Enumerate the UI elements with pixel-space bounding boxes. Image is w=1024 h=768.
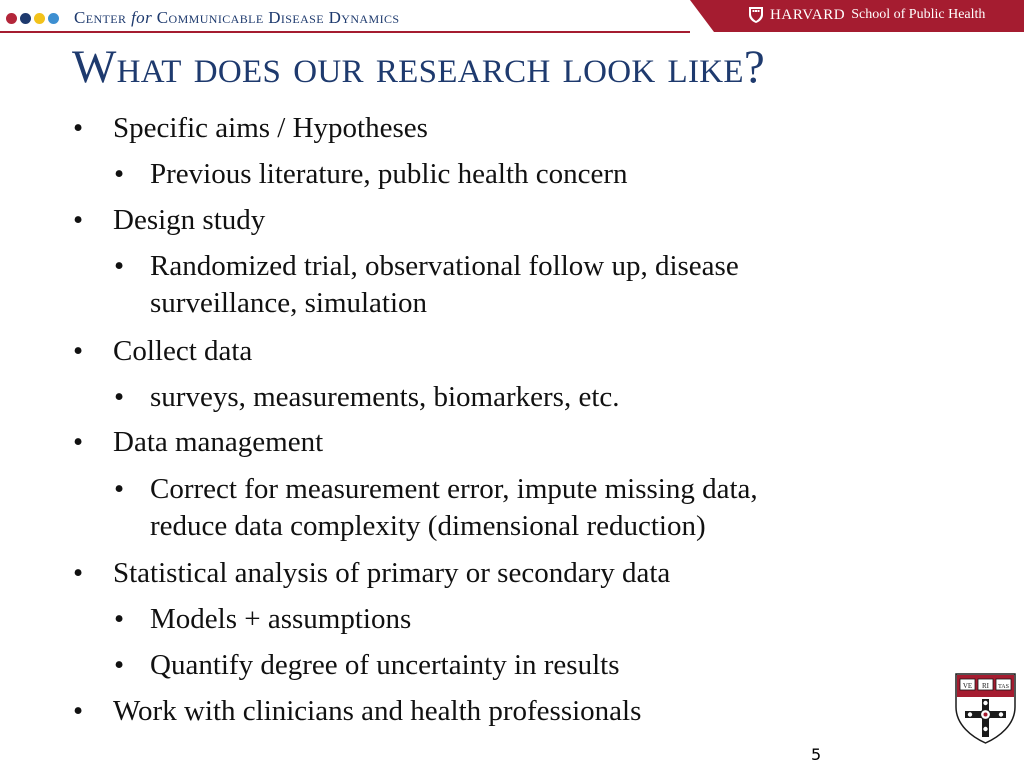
school-name: School of Public Health <box>851 7 986 22</box>
sub-bullet-item <box>114 156 628 193</box>
bullet-marker: • <box>73 426 84 458</box>
harvard-wordmark: HARVARD <box>770 6 846 23</box>
motto-tas: TAS <box>998 684 1009 690</box>
harvard-shield-icon <box>953 671 1018 745</box>
sub-bullet-continuation <box>150 508 706 545</box>
sub-bullet-item <box>114 647 620 684</box>
center-name-part2: Communicable Disease Dynamics <box>156 8 400 27</box>
bullet-text: surveillance, simulation <box>150 287 428 319</box>
bullet-text: Previous literature, public health concern <box>150 158 628 190</box>
center-name-for: for <box>131 8 153 27</box>
bullet-marker: • <box>73 112 84 144</box>
bullet-text: Design study <box>113 204 266 236</box>
sub-bullet-item <box>114 379 620 416</box>
bullet-text: Statistical analysis of primary or secondary data <box>113 557 671 589</box>
page-number: 5 <box>811 745 822 764</box>
bullet-item <box>73 693 642 730</box>
bullet-text: surveys, measurements, biomarkers, etc. <box>150 381 620 413</box>
bullet-marker: • <box>114 158 125 190</box>
motto-ve: VE <box>962 682 973 690</box>
bullet-marker: • <box>73 335 84 367</box>
bullet-item <box>73 555 671 592</box>
sub-bullet-item <box>114 601 412 638</box>
bullet-text: Randomized trial, observational follow up, disease <box>150 250 739 282</box>
center-name-part1: Center <box>74 8 127 27</box>
bullet-item <box>73 110 428 147</box>
bullet-marker: • <box>73 695 84 727</box>
bullet-marker: • <box>114 603 125 635</box>
bullet-marker: • <box>73 204 84 236</box>
bullet-text: Quantify degree of uncertainty in results <box>150 649 620 681</box>
bullet-text: Specific aims / Hypotheses <box>113 112 428 144</box>
bullet-item <box>73 202 266 239</box>
bullet-marker: • <box>114 649 125 681</box>
sub-bullet-item <box>114 471 758 508</box>
sub-bullet-continuation <box>150 285 427 322</box>
sub-bullet-item <box>114 248 739 285</box>
bullet-text: reduce data complexity (dimensional reduction) <box>150 510 706 542</box>
bullet-text: Data management <box>113 426 324 458</box>
bullet-text: Collect data <box>113 335 253 367</box>
bullet-text: Correct for measurement error, impute missing data, <box>150 473 758 505</box>
bullet-marker: • <box>114 250 125 282</box>
bullet-item <box>73 333 253 370</box>
motto-ri: RI <box>982 682 989 690</box>
bullet-text: Work with clinicians and health professionals <box>113 695 642 727</box>
bullet-marker: • <box>114 473 125 505</box>
bullet-marker: • <box>114 381 125 413</box>
bullet-marker: • <box>73 557 84 589</box>
bullet-text: Models + assumptions <box>150 603 412 635</box>
slide-title: What does our research look like? <box>72 41 766 93</box>
bullet-item <box>73 424 324 461</box>
